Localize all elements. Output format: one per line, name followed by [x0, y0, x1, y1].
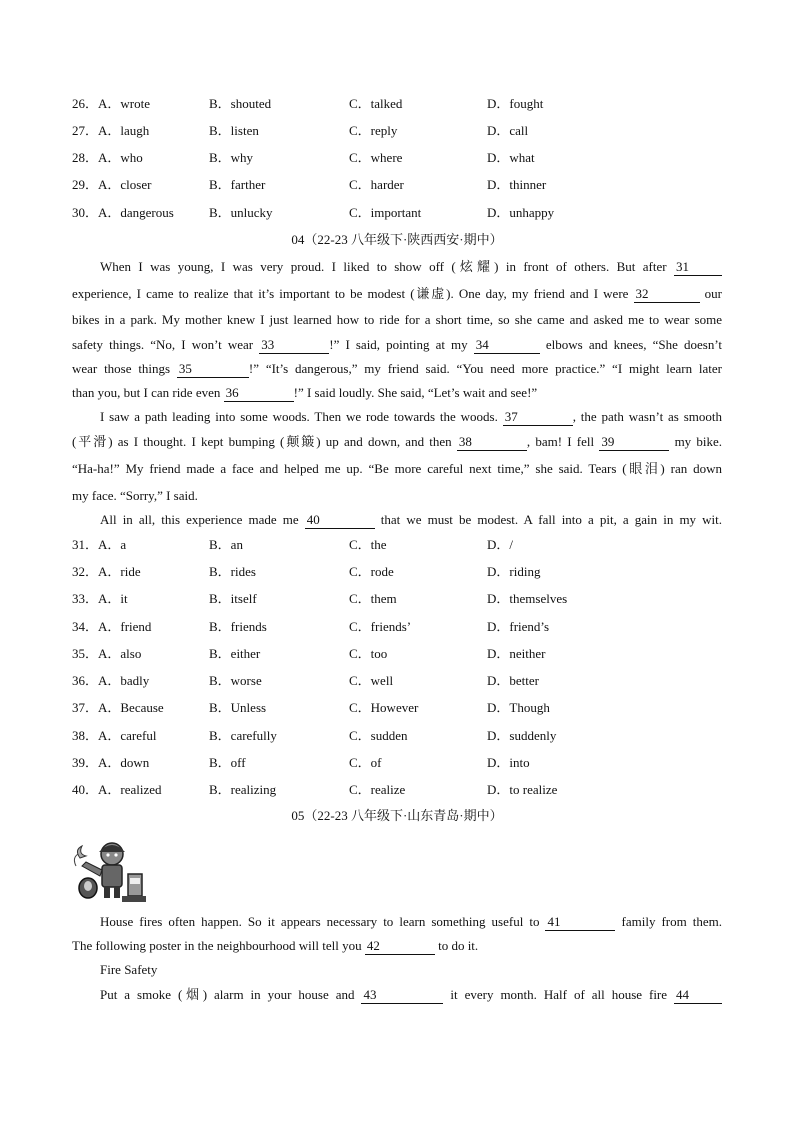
question-35-option-b[interactable]: B．either: [209, 646, 261, 661]
question-39-option-d[interactable]: D．into: [487, 755, 530, 770]
question-31-option-b[interactable]: B．an: [209, 537, 243, 552]
question-38-option-d[interactable]: D．suddenly: [487, 728, 557, 743]
blank-37[interactable]: 37: [503, 409, 573, 426]
question-34-option-b[interactable]: B．friends: [209, 619, 267, 634]
blank-44[interactable]: 44: [674, 987, 722, 1004]
question-32-option-c[interactable]: C．rode: [349, 564, 394, 579]
section-04-heading: 04（22-23 八年级下·陕西西安·期中）: [291, 232, 503, 247]
question-32-option-a[interactable]: 32．A．ride: [72, 564, 141, 579]
question-30-option-b[interactable]: B．unlucky: [209, 205, 273, 220]
passage-04-line: When I was young, I was very proud. I liked to show off (炫耀) in front of others. But after 31: [100, 257, 722, 277]
firefighter-illustration: [72, 836, 150, 906]
question-40-option-b[interactable]: B．realizing: [209, 782, 277, 797]
blank-31[interactable]: 31: [674, 259, 722, 276]
passage-04-line: than you, but I can ride even 36 !” I said loudly. She said, “Let’s wait and see!”: [72, 385, 538, 400]
blank-38[interactable]: 38: [457, 434, 527, 451]
passage-04-line: I saw a path leading into some woods. Then we rode towards the woods. 37 , the path wasn’t as smooth: [100, 409, 722, 424]
question-29-option-c[interactable]: C．harder: [349, 177, 404, 192]
blank-39[interactable]: 39: [599, 434, 669, 451]
passage-04-line: wear those things 35 !” “It’s dangerous,” my friend said. “You need more practice.” “I might learn later: [72, 361, 722, 376]
blank-40[interactable]: 40: [305, 512, 375, 529]
passage-05-line: House fires often happen. So it appears necessary to learn something useful to 41 family from them.: [100, 914, 723, 929]
passage-05-line: The following poster in the neighbourhood will tell you 42 to do it.: [72, 938, 479, 953]
question-29-option-a[interactable]: 29．A．closer: [72, 177, 152, 192]
blank-35[interactable]: 35: [177, 361, 249, 378]
question-35-option-a[interactable]: 35．A．also: [72, 646, 142, 661]
question-34-option-c[interactable]: C．friends’: [349, 619, 412, 634]
question-39-option-c[interactable]: C．of: [349, 755, 382, 770]
question-31-option-d[interactable]: D．/: [487, 537, 514, 552]
question-36-option-b[interactable]: B．worse: [209, 673, 262, 688]
question-27-option-c[interactable]: C．reply: [349, 123, 398, 138]
question-26-option-c[interactable]: C．talked: [349, 96, 403, 111]
blank-42[interactable]: 42: [365, 938, 435, 955]
question-38-option-b[interactable]: B．carefully: [209, 728, 277, 743]
question-36-option-c[interactable]: C．well: [349, 673, 394, 688]
question-27-option-b[interactable]: B．listen: [209, 123, 259, 138]
question-28-option-d[interactable]: D．what: [487, 150, 535, 165]
question-26-option-d[interactable]: D．fought: [487, 96, 544, 111]
question-31-option-a[interactable]: 31．A．a: [72, 537, 127, 552]
passage-04-line: bikes in a park. My mother knew I just learned how to ride for a short time, so she came and asked me to wear some: [72, 312, 722, 327]
question-40-option-c[interactable]: C．realize: [349, 782, 406, 797]
section-05-heading: 05（22-23 八年级下·山东青岛·期中）: [291, 808, 503, 823]
question-40-option-d[interactable]: D．to realize: [487, 782, 558, 797]
question-33-option-c[interactable]: C．them: [349, 591, 397, 606]
passage-04-line: safety things. “No, I won’t wear 33 !” I said, pointing at my 34 elbows and knees, “She doesn’t: [72, 337, 723, 352]
question-37-option-d[interactable]: D．Though: [487, 700, 550, 715]
blank-33[interactable]: 33: [259, 337, 329, 354]
question-29-option-d[interactable]: D．thinner: [487, 177, 547, 192]
question-30-option-c[interactable]: C．important: [349, 205, 422, 220]
question-26-option-b[interactable]: B．shouted: [209, 96, 272, 111]
passage-05-line: Put a smoke (烟) alarm in your house and 43 it every month. Half of all house fire 44: [100, 985, 722, 1005]
question-32-option-d[interactable]: D．riding: [487, 564, 541, 579]
blank-43[interactable]: 43: [361, 987, 443, 1004]
question-30-option-d[interactable]: D．unhappy: [487, 205, 555, 220]
poster-title: Fire Safety: [100, 962, 158, 977]
passage-04-line: All in all, this experience made me 40 that we must be modest. A fall into a pit, a gain in my wit.: [100, 512, 723, 527]
passage-04-line: my face. “Sorry,” I said.: [72, 488, 198, 503]
passage-04-line: “Ha-ha!” My friend made a face and helped me up. “Be more careful next time,” she said. Tears (眼泪) ran down: [72, 461, 722, 476]
question-37-option-b[interactable]: B．Unless: [209, 700, 267, 715]
question-34-option-d[interactable]: D．friend’s: [487, 619, 550, 634]
question-27-option-a[interactable]: 27．A．laugh: [72, 123, 150, 138]
question-33-option-d[interactable]: D．themselves: [487, 591, 568, 606]
passage-04-line: experience, I came to realize that it’s important to be modest (谦虚). One day, my friend and I were 32 our: [72, 286, 723, 301]
question-33-option-a[interactable]: 33．A．it: [72, 591, 128, 606]
question-32-option-b[interactable]: B．rides: [209, 564, 256, 579]
question-36-option-a[interactable]: 36．A．badly: [72, 673, 150, 688]
blank-41[interactable]: 41: [545, 914, 615, 931]
blank-34[interactable]: 34: [474, 337, 540, 354]
question-39-option-a[interactable]: 39．A．down: [72, 755, 150, 770]
question-38-option-c[interactable]: C．sudden: [349, 728, 408, 743]
question-26-option-a[interactable]: 26．A．wrote: [72, 96, 150, 111]
question-28-option-c[interactable]: C．where: [349, 150, 403, 165]
question-33-option-b[interactable]: B．itself: [209, 591, 257, 606]
blank-36[interactable]: 36: [224, 385, 294, 402]
question-40-option-a[interactable]: 40．A．realized: [72, 782, 162, 797]
question-35-option-d[interactable]: D．neither: [487, 646, 546, 661]
passage-04-line: (平滑) as I thought. I kept bumping (颠簸) up and down, and then 38 , bam! I fell 39 my bike.: [72, 434, 723, 449]
question-39-option-b[interactable]: B．off: [209, 755, 246, 770]
question-37-option-c[interactable]: C．However: [349, 700, 419, 715]
blank-32[interactable]: 32: [634, 286, 700, 303]
question-29-option-b[interactable]: B．farther: [209, 177, 266, 192]
question-31-option-c[interactable]: C．the: [349, 537, 387, 552]
question-27-option-d[interactable]: D．call: [487, 123, 529, 138]
question-36-option-d[interactable]: D．better: [487, 673, 539, 688]
question-30-option-a[interactable]: 30．A．dangerous: [72, 205, 174, 220]
question-35-option-c[interactable]: C．too: [349, 646, 388, 661]
question-37-option-a[interactable]: 37．A．Because: [72, 700, 164, 715]
question-28-option-b[interactable]: B．why: [209, 150, 254, 165]
question-34-option-a[interactable]: 34．A．friend: [72, 619, 152, 634]
question-38-option-a[interactable]: 38．A．careful: [72, 728, 157, 743]
question-28-option-a[interactable]: 28．A．who: [72, 150, 143, 165]
